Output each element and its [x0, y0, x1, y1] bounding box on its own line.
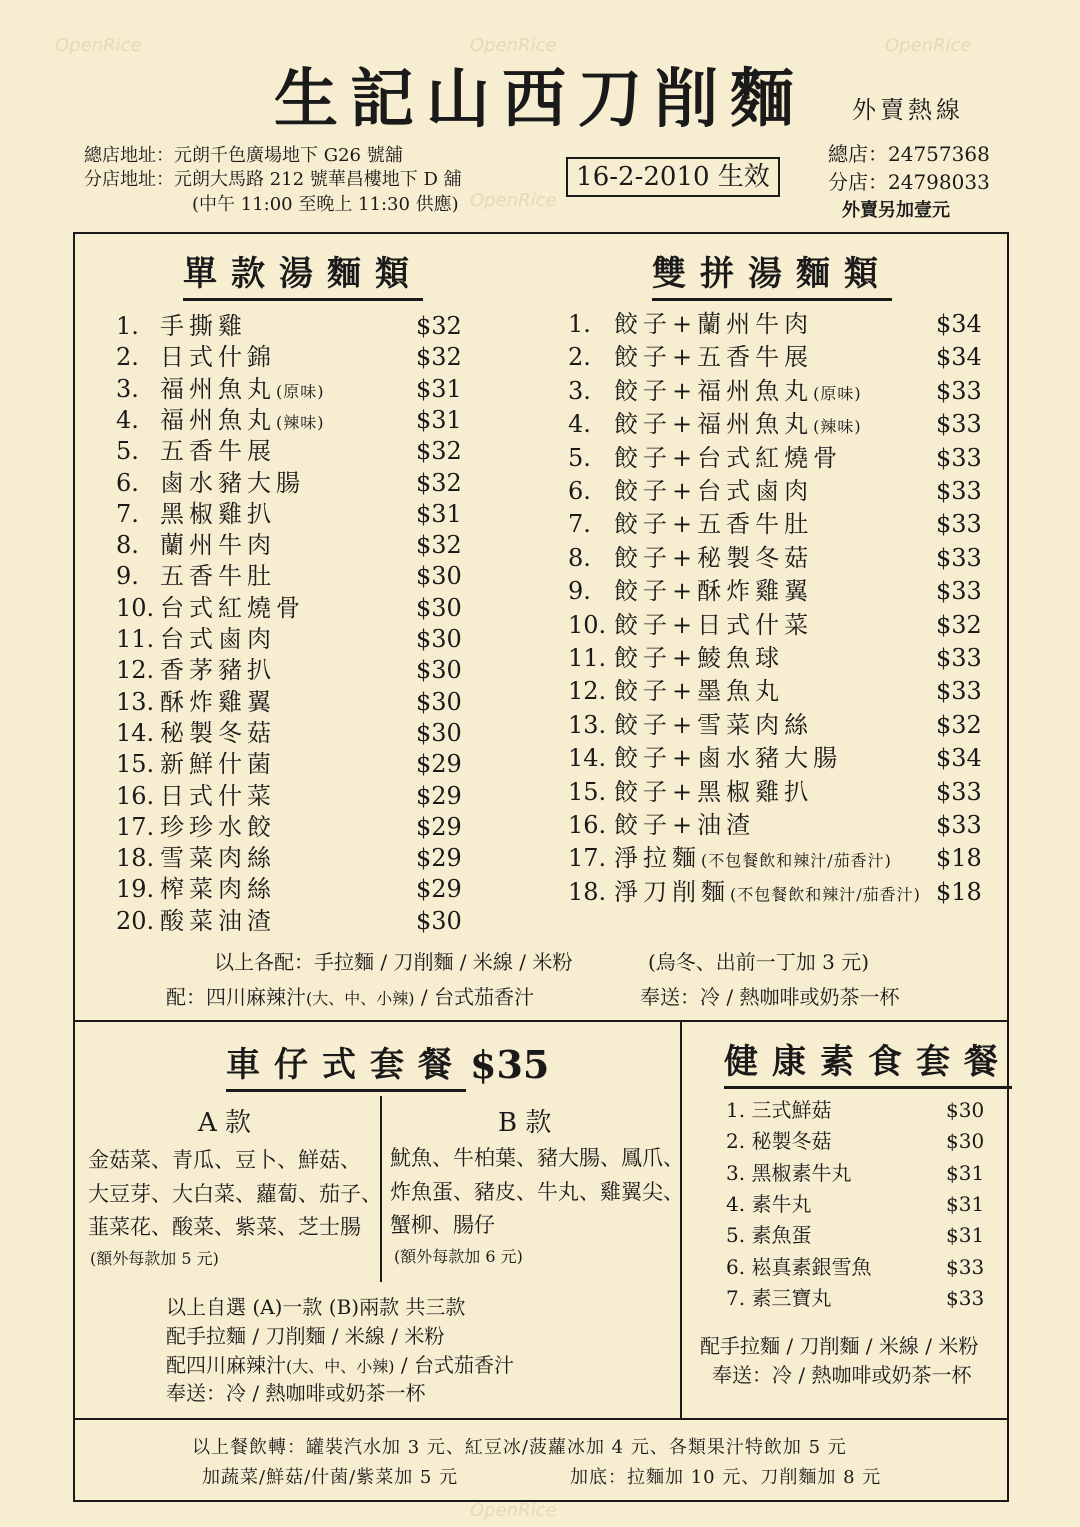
- item-number: 4.: [116, 405, 139, 434]
- cart-sauce-label: 配四川麻辣汁: [166, 1353, 286, 1377]
- item-number: 1.: [568, 310, 591, 338]
- main-address: 總店地址：元朗千色廣場地下 G26 號舖: [84, 145, 403, 166]
- item-number: 13.: [568, 710, 607, 739]
- menu-item: [568, 341, 982, 373]
- menu-item: [568, 675, 982, 707]
- item-note: (原味): [813, 383, 862, 403]
- item-name: 餃子+日式什菜: [614, 610, 814, 639]
- item-number: 6.: [568, 477, 591, 505]
- item-name: 餃子+台式鹵肉: [614, 477, 814, 505]
- menu-item: [568, 308, 982, 340]
- cart-set-price: $35: [470, 1042, 550, 1087]
- item-price: $33: [936, 677, 982, 706]
- item-number: 2.: [568, 343, 591, 372]
- menu-item: [568, 542, 982, 574]
- cart-a-note: (額外每款加 5 元): [90, 1249, 219, 1268]
- veg-item: [726, 1220, 985, 1251]
- veg-item: [726, 1158, 985, 1189]
- hotline-label: 外賣熱線: [852, 96, 964, 124]
- cart-a-line: 韮菜花、酸菜、紫菜、芝士腸: [88, 1215, 361, 1239]
- item-number: 15.: [116, 750, 155, 779]
- item-name: 餃子+酥炸雞翼: [614, 577, 814, 606]
- item-price: $31: [416, 499, 462, 528]
- item-price: $30: [416, 687, 462, 716]
- menu-item: [568, 809, 982, 841]
- noodle-options: 以上各配：手拉麵 / 刀削麵 / 米線 / 米粉: [214, 950, 573, 974]
- item-number: 18.: [568, 877, 607, 906]
- item-name: 餃子+五香牛肚: [614, 510, 814, 539]
- menu-item: [116, 748, 462, 780]
- veg-item-name: 2. 秘製冬菇: [726, 1129, 832, 1154]
- veg-item-name: 4. 素牛丸: [726, 1191, 812, 1216]
- item-number: 18.: [116, 844, 155, 873]
- menu-item: [116, 310, 462, 342]
- item-price: $33: [936, 777, 982, 806]
- item-number: 20.: [116, 906, 155, 935]
- item-price: $18: [936, 844, 982, 873]
- item-name: 福州魚丸: [160, 374, 276, 403]
- item-price: $30: [416, 562, 462, 591]
- cart-b-line: 魷魚、牛柏葉、豬大腸、鳳爪、: [390, 1146, 684, 1170]
- item-number: 14.: [116, 718, 155, 747]
- veg-item-price: $30: [946, 1129, 985, 1154]
- veg-item: [726, 1252, 985, 1283]
- item-name: 餃子+雪菜肉絲: [614, 710, 814, 739]
- veg-item-price: $30: [946, 1098, 985, 1122]
- menu-item: [568, 375, 982, 407]
- menu-item: [116, 592, 462, 624]
- cart-set-b-title: B 款: [498, 1108, 552, 1138]
- item-price: $18: [936, 877, 982, 906]
- cart-a-line: 大豆芽、大白菜、蘿蔔、茄子、: [88, 1182, 382, 1206]
- menu-item: [116, 686, 462, 718]
- item-note: (辣味): [276, 412, 325, 432]
- item-number: 10.: [116, 593, 155, 622]
- menu-item: [568, 475, 982, 507]
- item-price: $31: [416, 405, 462, 434]
- item-price: $32: [416, 437, 462, 466]
- takeaway-extra-charge: 外賣另加壹元: [842, 200, 950, 221]
- free-drink: 奉送：冷 / 熱咖啡或奶茶一杯: [640, 985, 900, 1009]
- item-name: 珍珍水餃: [160, 812, 276, 841]
- cart-b-line: 炸魚蛋、豬皮、牛丸、雞翼尖、: [390, 1180, 684, 1204]
- item-price: $32: [416, 343, 462, 372]
- item-price: $33: [936, 510, 982, 539]
- menu-item: [568, 876, 982, 908]
- cart-a-line: 金菇菜、青瓜、豆卜、鮮菇、: [88, 1148, 361, 1172]
- item-number: 8.: [116, 531, 139, 560]
- cart-set-a-title: A 款: [198, 1108, 252, 1138]
- item-number: 9.: [116, 562, 139, 591]
- item-number: 8.: [568, 543, 591, 572]
- item-number: 5.: [568, 443, 591, 472]
- divider: [680, 1020, 682, 1418]
- item-name: 日式什錦: [160, 343, 276, 372]
- menu-item: [116, 873, 462, 905]
- menu-item: [116, 560, 462, 592]
- branch-address: 分店地址：元朗大馬路 212 號華昌樓地下 D 舖: [84, 169, 462, 190]
- menu-item: [568, 842, 982, 874]
- menu-item: [116, 529, 462, 561]
- veg-noodle: 配手拉麵 / 刀削麵 / 米線 / 米粉: [700, 1334, 979, 1358]
- item-price: $33: [936, 644, 982, 672]
- item-price: $30: [416, 625, 462, 653]
- cart-b-note: (額外每款加 6 元): [394, 1247, 523, 1266]
- cart-b-line: 蟹柳、腸仔: [390, 1213, 495, 1237]
- add-topping-note: 加蔬菜/鮮菇/什菌/紫菜加 5 元: [202, 1467, 459, 1488]
- item-price: $34: [936, 310, 982, 338]
- item-price: $29: [416, 781, 462, 810]
- sauce-label: 配：四川麻辣汁: [166, 985, 306, 1009]
- item-number: 11.: [116, 625, 155, 653]
- item-price: $29: [416, 844, 462, 873]
- item-price: $30: [416, 656, 462, 685]
- noodle-options-extra: (烏冬、出前一丁加 3 元): [648, 950, 870, 974]
- veg-item: [726, 1126, 985, 1157]
- item-name: 餃子+福州魚丸: [614, 410, 814, 439]
- item-name: 淨拉麵: [614, 844, 701, 873]
- menu-item: [116, 373, 462, 405]
- item-price: $29: [416, 875, 462, 904]
- veg-item: [726, 1189, 985, 1220]
- item-name: 鹵水豬大腸: [160, 468, 305, 497]
- veg-item-price: $31: [946, 1223, 985, 1248]
- drink-upgrade-note: 以上餐飲轉：罐裝汽水加 3 元、紅豆冰/菠蘿冰加 4 元、各類果汁特飲加 5 元: [192, 1437, 847, 1458]
- item-number: 5.: [116, 437, 139, 466]
- item-price: $33: [936, 811, 982, 839]
- cart-sauce-alt: / 台式茄香汁: [400, 1353, 514, 1377]
- divider: [75, 1020, 1007, 1022]
- cart-spice-levels: (大、中、小辣): [286, 1357, 395, 1376]
- item-price: $30: [416, 593, 462, 622]
- menu-item: [568, 575, 982, 607]
- veg-item-name: 6. 崧真素銀雪魚: [726, 1254, 872, 1279]
- item-price: $32: [416, 468, 462, 497]
- item-price: $33: [936, 410, 982, 439]
- item-name: 秘製冬菇: [160, 718, 276, 747]
- item-name: 餃子+鹵水豬大腸: [614, 744, 843, 773]
- item-number: 7.: [116, 499, 139, 528]
- page-title: 生記山西刀削麵: [274, 62, 806, 137]
- spice-levels: (大、中、小辣): [306, 989, 415, 1008]
- item-price: $31: [416, 374, 462, 403]
- menu-item: [568, 776, 982, 808]
- watermark: OpenRice: [55, 35, 142, 56]
- item-price: $33: [936, 376, 982, 405]
- item-price: $33: [936, 543, 982, 572]
- item-price: $34: [936, 343, 982, 372]
- item-note: (不包餐飲和辣汁/茄香汁): [701, 851, 892, 871]
- item-number: 17.: [568, 844, 607, 873]
- item-note: (不包餐飲和辣汁/茄香汁): [730, 884, 921, 904]
- item-name: 餃子+蘭州牛肉: [614, 310, 814, 338]
- menu-item: [116, 780, 462, 812]
- item-number: 15.: [568, 777, 607, 806]
- menu-item: [116, 842, 462, 874]
- item-price: $29: [416, 812, 462, 841]
- menu-item: [568, 408, 982, 440]
- divider: [75, 1418, 1007, 1420]
- item-number: 6.: [116, 468, 139, 497]
- item-number: 3.: [568, 376, 591, 405]
- item-number: 9.: [568, 577, 591, 606]
- item-number: 19.: [116, 875, 155, 904]
- item-number: 12.: [568, 677, 607, 706]
- item-number: 10.: [568, 610, 607, 639]
- cart-noodle: 配手拉麵 / 刀削麵 / 米線 / 米粉: [166, 1324, 445, 1348]
- item-number: 3.: [116, 374, 139, 403]
- item-number: 12.: [116, 656, 155, 685]
- item-price: $32: [416, 312, 462, 340]
- item-name: 餃子+台式紅燒骨: [614, 443, 843, 472]
- item-number: 2.: [116, 343, 139, 372]
- menu-item: [116, 467, 462, 499]
- item-price: $33: [936, 577, 982, 606]
- menu-item: [116, 654, 462, 686]
- item-note: (辣味): [813, 417, 862, 437]
- watermark: OpenRice: [470, 35, 557, 56]
- cart-rule: 以上自選 (A)一款 (B)兩款 共三款: [166, 1295, 466, 1319]
- item-name: 台式鹵肉: [160, 625, 276, 653]
- item-name: 餃子+鯪魚球: [614, 644, 785, 672]
- item-price: $33: [936, 477, 982, 505]
- item-name: 日式什菜: [160, 781, 276, 810]
- veg-item-price: $31: [946, 1191, 985, 1216]
- item-number: 16.: [116, 781, 155, 810]
- item-number: 17.: [116, 812, 155, 841]
- item-price: $32: [936, 610, 982, 639]
- veg-item-name: 5. 素魚蛋: [726, 1223, 812, 1248]
- item-price: $32: [416, 531, 462, 560]
- item-name: 餃子+福州魚丸: [614, 376, 814, 405]
- sauce-alt: / 台式茄香汁: [420, 985, 534, 1009]
- item-name: 雪菜肉絲: [160, 844, 276, 873]
- menu-item: [568, 642, 982, 674]
- item-name: 台式紅燒骨: [160, 593, 305, 622]
- double-soup-heading: 雙拼湯麵類: [652, 252, 892, 301]
- item-name: 福州魚丸: [160, 405, 276, 434]
- item-name: 餃子+五香牛展: [614, 343, 814, 372]
- menu-item: [116, 811, 462, 843]
- item-price: $33: [936, 443, 982, 472]
- item-name: 新鮮什菌: [160, 750, 276, 779]
- item-price: $30: [416, 718, 462, 747]
- menu-item: [116, 623, 462, 655]
- item-number: 7.: [568, 510, 591, 539]
- add-noodle-note: 加底：拉麵加 10 元、刀削麵加 8 元: [570, 1467, 882, 1488]
- item-number: 4.: [568, 410, 591, 439]
- item-name: 餃子+墨魚丸: [614, 677, 785, 706]
- veg-item: [726, 1095, 985, 1126]
- item-name: 香茅豬扒: [160, 656, 276, 685]
- menu-item: [116, 905, 462, 937]
- veg-item-name: 1. 三式鮮菇: [726, 1098, 832, 1122]
- item-name: 酥炸雞翼: [160, 687, 276, 716]
- item-name: 餃子+油渣: [614, 811, 756, 839]
- sauce-options: [166, 981, 534, 1010]
- cart-free-drink: 奉送：冷 / 熱咖啡或奶茶一杯: [166, 1381, 426, 1405]
- veg-item-price: $33: [946, 1254, 985, 1279]
- veg-item-price: $33: [946, 1285, 985, 1310]
- item-number: 16.: [568, 811, 607, 839]
- watermark: OpenRice: [470, 190, 557, 211]
- veg-item-name: 3. 黑椒素牛丸: [726, 1160, 852, 1185]
- item-name: 五香牛展: [160, 437, 276, 466]
- veg-item: [726, 1283, 985, 1314]
- item-name: 淨刀削麵: [614, 877, 730, 906]
- item-name: 餃子+黑椒雞扒: [614, 777, 814, 806]
- menu-item: [568, 742, 982, 774]
- watermark: OpenRice: [885, 35, 972, 56]
- veg-set-heading: 健康素食套餐: [724, 1040, 1012, 1089]
- effective-date-box: 16-2-2010 生效: [566, 157, 780, 197]
- item-price: $29: [416, 750, 462, 779]
- menu-item: [116, 498, 462, 530]
- cart-sauce: [166, 1349, 514, 1378]
- main-phone: 總店：24757368: [828, 142, 990, 166]
- menu-item: [116, 341, 462, 373]
- item-price: $34: [936, 744, 982, 773]
- item-note: (原味): [276, 381, 325, 401]
- item-name: 黑椒雞扒: [160, 499, 276, 528]
- item-price: $32: [936, 710, 982, 739]
- item-number: 14.: [568, 744, 607, 773]
- item-name: 榨菜肉絲: [160, 875, 276, 904]
- menu-item: [568, 709, 982, 741]
- veg-item-price: $31: [946, 1160, 985, 1185]
- veg-free-drink: 奉送：冷 / 熱咖啡或奶茶一杯: [712, 1363, 972, 1387]
- item-name: 餃子+秘製冬菇: [614, 543, 814, 572]
- watermark: OpenRice: [470, 1500, 557, 1521]
- menu-item: [116, 435, 462, 467]
- menu-item: [568, 609, 982, 641]
- item-name: 酸菜油渣: [160, 906, 276, 935]
- item-number: 1.: [116, 312, 139, 340]
- menu-item: [116, 717, 462, 749]
- menu-item: [568, 508, 982, 540]
- item-name: 五香牛肚: [160, 562, 276, 591]
- item-name: 手撕雞: [160, 312, 247, 340]
- item-price: $30: [416, 906, 462, 935]
- single-soup-heading: 單款湯麵類: [183, 252, 423, 301]
- menu-item: [568, 442, 982, 474]
- item-number: 13.: [116, 687, 155, 716]
- branch-phone: 分店：24798033: [828, 170, 990, 194]
- menu-item: [116, 404, 462, 436]
- opening-hours: (中午 11:00 至晚上 11:30 供應): [192, 194, 459, 215]
- item-number: 11.: [568, 644, 607, 672]
- veg-item-name: 7. 素三寶丸: [726, 1285, 832, 1310]
- cart-set-heading: 車仔式套餐: [226, 1043, 466, 1092]
- item-name: 蘭州牛肉: [160, 531, 276, 560]
